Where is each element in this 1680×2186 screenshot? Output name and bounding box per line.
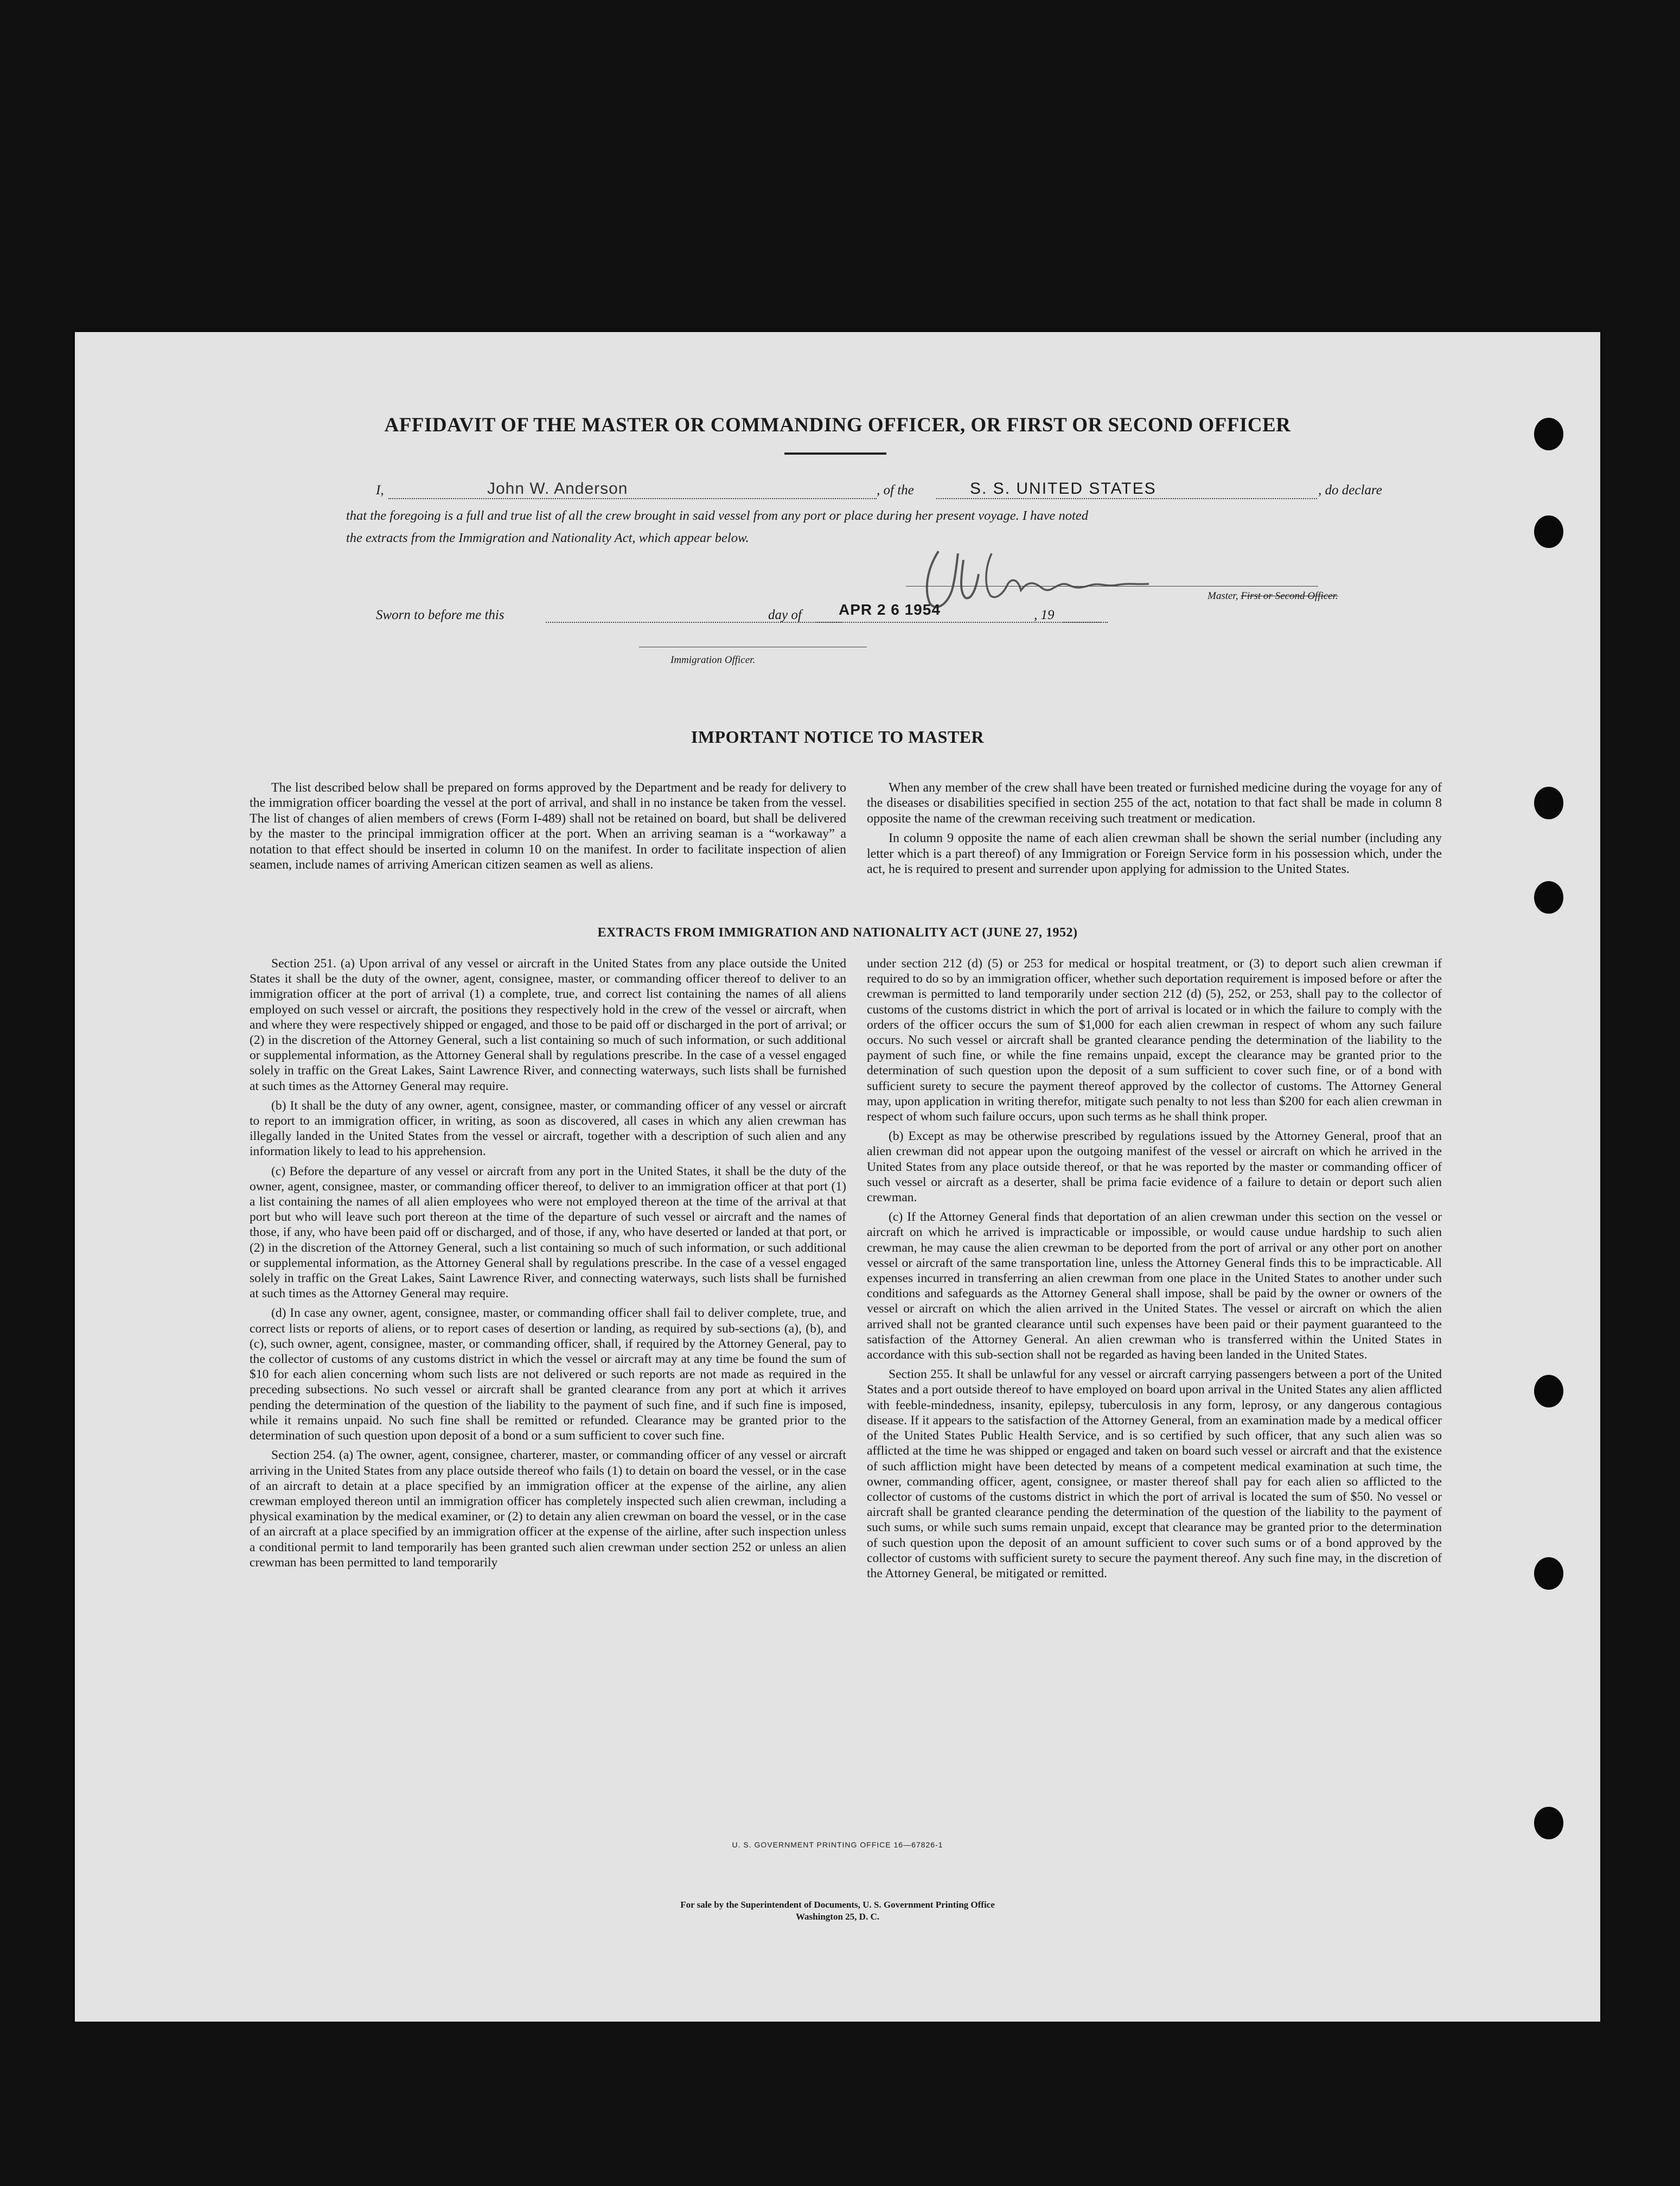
extract-paragraph: (d) In case any owner, agent, consignee, master, or commanding officer shall fail to deliver complete, true, and correct lists or reports of aliens, or to report cases of desertion or landing, as required by sub-sections (a), (b), and (c), such owner, agent, consignee, master, or commanding officer, shall, if required by the Attorney General, pay to the collector of customs of any customs district in which the vessel or aircraft may at any time be found the sum of $10 for each alien concerning whom such lists are not delivered or such reports are not made as required in the preceding subsections. No such vessel or aircraft shall be granted clearance from any port at which it arrives pending the determination of the question of the liability to the payment of such fine, and if such fine is imposed, while it remains unpaid. No such fine shall be remitted or refunded. Clearance may be granted prior to the determination of such question upon deposit of a bond or a sum sufficient to cover such fine.	[250, 1306, 846, 1443]
punch-hole	[1534, 1375, 1563, 1407]
notice-right-column	[867, 780, 1442, 881]
sale-notice	[75, 1899, 1600, 1923]
notice-right-paragraph-1: When any member of the crew shall have been treated or furnished medicine during the voyage for any of the diseases or disabilities specified in section 255 of the act, notation to that fact shall be made in column 8 opposite the name of the crewman receiving such treatment or medication.	[867, 781, 1442, 826]
document-page	[75, 332, 1600, 2022]
signature-line	[906, 586, 1318, 587]
vessel-name: S. S. UNITED STATES	[970, 480, 1157, 498]
notice-right-paragraph-2: In column 9 opposite the name of each alien crewman shall be shown the serial number (including any letter which is a part thereof) of any Immigration or Foreign Service form in his possession which, under the act, he is required to present and surrender upon applying for admission to the United States.	[867, 831, 1442, 877]
master-caption: Master,	[1208, 590, 1238, 602]
year-line	[1063, 622, 1101, 623]
extracts-right-column	[867, 956, 1442, 1585]
sale-line-1: For sale by the Superintendent of Documents, U. S. Government Printing Office	[680, 1900, 995, 1910]
year-label: , 19	[1034, 608, 1055, 622]
title-rule	[784, 453, 886, 455]
extract-paragraph: (b) It shall be the duty of any owner, agent, consignee, master, or commanding officer of any vessel or aircraft to report to an immigration officer, in writing, as soon as discovered, all cases in which any alien crewman has illegally landed in the United States from the vessel or aircraft, together with a description of such alien and any information likely to lead to his apprehension.	[250, 1098, 846, 1159]
statement-line-2: the extracts from the Immigration and Nationality Act, which appear below.	[346, 531, 749, 545]
extract-paragraph: (c) If the Attorney General finds that deportation of an alien crewman under this section on the vessel or aircraft on which he arrived is impracticable or impossible, or would cause undue hardship to such alien crewman, he may cause the alien crewman to be deported from the port of arrival or any other port on another vessel or aircraft of the same transportation line, unless the Attorney General finds this to be impracticable. All expenses incurred in transferring an alien crewman from one place in the United States to another under such conditions and safeguards as the Attorney General shall impose, shall be paid by the owner or owners of the vessel or aircraft on which the alien arrived in the United States. The vessel or aircraft on which the alien arrived shall not be granted clearance until such expenses have been paid or their payment guaranteed to the satisfaction of the Attorney General. An alien crewman who is transferred within the United States in accordance with this sub-section shall not be regarded as having been landed in the United States.	[867, 1210, 1442, 1362]
name-line	[388, 498, 877, 499]
printing-office-line: U. S. GOVERNMENT PRINTING OFFICE 16—67826-1	[732, 1840, 943, 1849]
declare-label: , do declare	[1318, 483, 1382, 498]
sworn-label: Sworn to before me this	[376, 608, 504, 622]
i-label: I,	[376, 483, 384, 498]
notice-left-paragraph: The list described below shall be prepared on forms approved by the Department and be ready for delivery to the immigration officer boarding the vessel at the port of arrival, and shall in no instance be taken from the vessel. The list of changes of alien members of crews (Form I-489) shall not be retained on board, but shall be delivered by the master to the principal immigration officer at the port. When an arriving seaman is a “workaway” a notation to that effect should be inserted in column 10 on the manifest. In order to facilitate inspection of alien seamen, include names of arriving American citizen seamen as well as aliens.	[250, 781, 846, 872]
signature-caption	[1208, 590, 1338, 602]
extract-paragraph: Section 254. (a) The owner, agent, consignee, charterer, master, or commanding officer of any vessel or aircraft arriving in the United States from any place outside thereof who fails (1) to detain on board the vessel, or in the case of an aircraft to detain at a place specified by an immigration officer at the expense of the airline, any alien crewman employed thereon until an immigration officer has completely inspected such alien crewman, including a physical examination by the medical examiner, or (2) to detain any alien crewman on board the vessel, or in the case of an aircraft at a place specified by an immigration officer at the expense of the airline, after such inspection unless a conditional permit to land temporarily has been granted such alien crewman under section 252 or unless an alien crewman has been permitted to land temporarily	[250, 1448, 846, 1570]
extract-paragraph: Section 255. It shall be unlawful for any vessel or aircraft carrying passengers between a port of the United States and a port outside thereof to have employed on board upon arrival in the United States any alien afflicted with feeble-mindedness, insanity, epilepsy, tuberculosis in any form, leprosy, or any dangerous contagious disease. If it appears to the satisfaction of the Attorney General, from an examination made by a medical officer of the United States Public Health Service, and is so certified by such officer, that any such alien was so afflicted at the time he was shipped or engaged and taken on board such vessel or aircraft and that the existence of such affliction might have been detected by means of a competent medical examination at such time, the owner, commanding officer, agent, consignee, or master thereof shall pay for each alien so afflicted to the collector of customs of the customs district in which the port of arrival is located the sum of $50. No vessel or aircraft shall be granted clearance pending the determination of the question of the liability to the payment of such sums, or while such sums remain unpaid, except that clearance may be granted prior to the determination of such question upon the deposit of an amount sufficient to cover such sums or of a bond approved by the collector of customs with sufficient surety to secure the payment thereof. Any such fine may, in the discretion of the Attorney General, be mitigated or remitted.	[867, 1367, 1442, 1580]
master-name: John W. Anderson	[487, 480, 628, 498]
sale-line-2: Washington 25, D. C.	[796, 1911, 879, 1922]
affidavit-title: AFFIDAVIT OF THE MASTER OR COMMANDING OFFICER, OR FIRST OR SECOND OFFICER	[384, 414, 1291, 436]
struck-caption: First or Second Officer.	[1241, 590, 1338, 602]
immigration-officer-caption: Immigration Officer.	[670, 654, 756, 666]
notice-left-column	[250, 780, 846, 877]
extract-paragraph: (b) Except as may be otherwise prescribed by regulations issued by the Attorney General, proof that an alien crewman did not appear upon the outgoing manifest of the vessel or aircraft on which he arrived in the United States from any place outside thereof, or that he was reported by the master or commanding officer of such vessel or aircraft as a deserter, shall be prima facie evidence of a failure to detain or deport such alien crewman.	[867, 1129, 1442, 1205]
sworn-date-stamp: APR 2 6 1954	[839, 601, 941, 618]
extracts-left-column	[250, 956, 846, 1575]
vessel-line	[936, 498, 1317, 499]
notice-title: IMPORTANT NOTICE TO MASTER	[691, 727, 985, 747]
punch-hole	[1534, 881, 1563, 914]
punch-hole	[1534, 787, 1563, 819]
statement-line-1: that the foregoing is a full and true list of all the crew brought in said vessel from any port or place during her present voyage. I have noted	[346, 508, 1088, 523]
extracts-heading: EXTRACTS FROM IMMIGRATION AND NATIONALITY ACT (JUNE 27, 1952)	[597, 926, 1078, 940]
extract-paragraph: under section 212 (d) (5) or 253 for medical or hospital treatment, or (3) to deport such alien crewman if required to do so by an immigration officer, whether such deportation requirement is imposed before or after the crewman is permitted to land temporarily under section 212 (d) (5), 252, or 253, shall pay to the collector of customs of the customs district in which the port of arrival is located or in which the failure to comply with the orders of the officer occurs the sum of $1,000 for each alien crewman in respect of whom any such failure occurs. No such vessel or aircraft shall be granted clearance pending the determination of the liability to the payment of such fine, or while the fine remains unpaid, except the clearance may be granted prior to the determination of such question upon the deposit of a sum sufficient to cover such fine, or of a bond with sufficient surety to secure the payment thereof approved by the collector of customs. The Attorney General may, upon application in writing therefor, mitigate such penalty to not less than $200 for each alien crewman in respect of whom such failure occurs, upon such terms as he shall think proper.	[867, 957, 1442, 1124]
master-signature	[905, 544, 1165, 614]
of-the-label: , of the	[877, 483, 914, 498]
punch-hole	[1534, 1557, 1563, 1590]
extract-paragraph: Section 251. (a) Upon arrival of any vessel or aircraft in the United States from any place outside the United States it shall be the duty of the owner, agent, consignee, master, or commanding officer thereof to deliver to an immigration officer at the port of arrival (1) a complete, true, and correct list containing the names of all aliens employed on such vessel or aircraft, the positions they respectively hold in the crew of the vessel or aircraft, when and where they were respectively shipped or engaged, and those to be paid off or discharged in the port of arrival; or (2) in the discretion of the Attorney General, such a list containing so much of such information, or such additional or supplemental information, as the Attorney General shall by regulations prescribe. In the case of a vessel engaged solely in traffic on the Great Lakes, Saint Lawrence River, and connecting waterways, such lists shall be furnished at such times as the Attorney General may require.	[250, 957, 846, 1093]
punch-hole	[1534, 515, 1563, 548]
extract-paragraph: (c) Before the departure of any vessel or aircraft from any port in the United States, it shall be the duty of the owner, agent, consignee, master, or commanding officer thereof, to deliver to an immigration officer at that port (1) a list containing the names of all alien employees who were not employed thereon at the time of the arrival at that port but who will leave such port thereon at the time of the departure of such vessel or aircraft and the names of those, if any, who have been paid off or discharged, and of those, if any, who have deserted or landed at that port, or (2) in the discretion of the Attorney General, such a list containing so much of such information, or such additional or supplemental information, as the Attorney General shall by regulations prescribe. In the case of a vessel engaged solely in traffic on the Great Lakes, Saint Lawrence River, and connecting waterways, such lists shall be furnished at such times as the Attorney General may require.	[250, 1164, 846, 1301]
punch-hole	[1534, 1807, 1563, 1839]
day-of-label: day of	[768, 608, 802, 622]
